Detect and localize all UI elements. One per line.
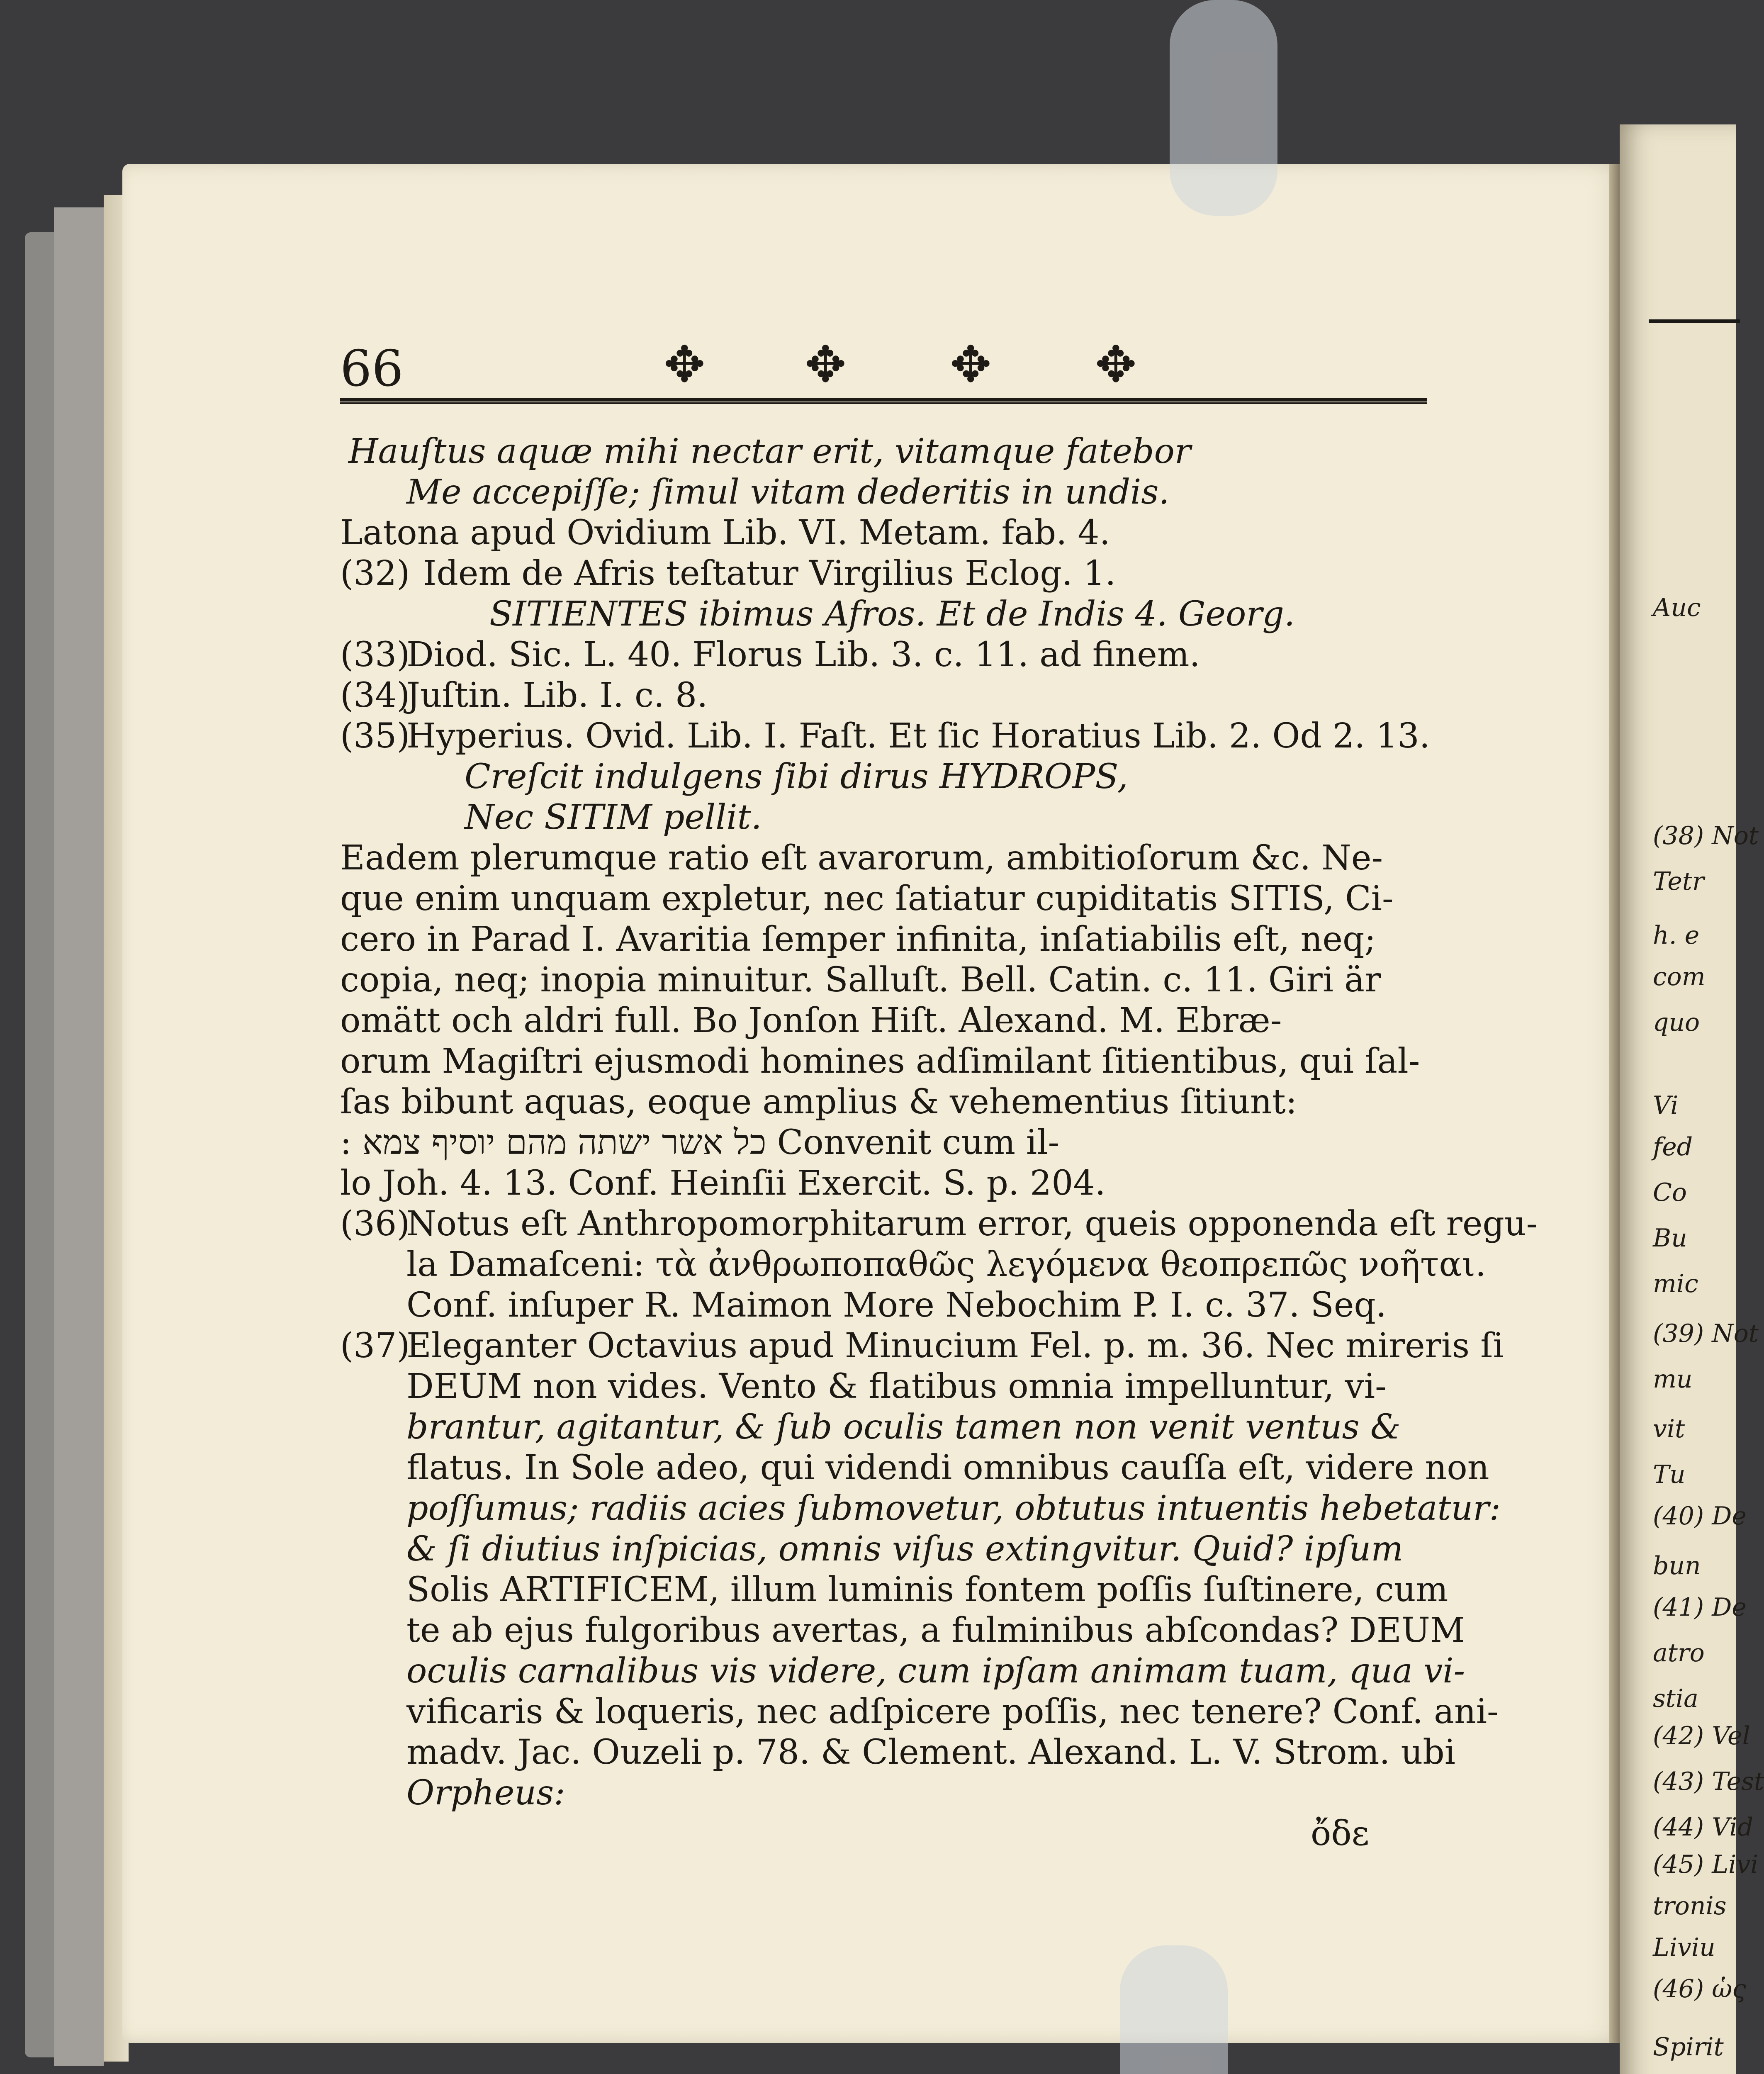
right-page-fragment: (40) De xyxy=(1653,1502,1747,1531)
line-text: Eleganter Octavius apud Minucium Fel. p. m. 36. Nec mireris ſi xyxy=(406,1326,1504,1366)
page-number: 66 xyxy=(340,340,404,398)
text-line xyxy=(340,1285,1439,1326)
text-line xyxy=(340,635,1439,675)
header-rule xyxy=(340,398,1427,404)
right-page-fragment: atro xyxy=(1653,1638,1705,1667)
line-text: ὄδε xyxy=(1311,1814,1370,1853)
line-text: que enim unquam expletur, nec ſatiatur cupiditatis SITIS, Ci- xyxy=(340,879,1394,918)
line-text: ſas bibunt aquas, eoque amplius & vehementius ſitiunt: xyxy=(340,1082,1297,1122)
text-line xyxy=(340,838,1439,879)
footnote-number: (35) xyxy=(340,716,410,756)
footnote-number: (32) xyxy=(340,554,410,593)
text-line xyxy=(340,1488,1501,1529)
text-line xyxy=(340,1732,1456,1773)
line-text: oculis carnalibus vis videre, cum ipſam animam tuam, qua vi- xyxy=(406,1651,1465,1691)
text-line xyxy=(340,1814,1439,1854)
text-line xyxy=(340,919,1439,960)
line-text: : כל אשר ישתה מהם יוסיף צמא Convenit cum il- xyxy=(340,1123,1060,1162)
text-line xyxy=(340,1204,1538,1244)
line-text: orum Magiſtri ejusmodi homines adſimilant ſitientibus, qui ſal- xyxy=(340,1042,1420,1081)
line-text: Idem de Afris teſtatur Virgilius Eclog. 1. xyxy=(423,554,1116,593)
line-text: Eadem plerumque ratio eſt avarorum, ambitioſorum &c. Ne- xyxy=(340,838,1383,878)
text-line xyxy=(340,757,1439,797)
ornament-icon: ✥ xyxy=(805,336,847,394)
text-line xyxy=(340,1529,1439,1570)
text-line xyxy=(340,1244,1486,1285)
right-page-fragment: Liviu xyxy=(1653,1933,1715,1962)
line-text: SITIENTES ibimus Afros. Et de Indis 4. Georg. xyxy=(489,594,1295,634)
text-line xyxy=(340,1366,1439,1407)
text-line xyxy=(340,513,1439,553)
line-text: copia, neq; inopia minuitur. Salluſt. Bell. Catin. c. 11. Giri är xyxy=(340,960,1381,1000)
right-page-fragment: Co xyxy=(1653,1178,1687,1207)
right-page-rule xyxy=(1649,319,1740,323)
text-line xyxy=(340,879,1439,919)
line-text: poſſumus; radiis acies ſubmovetur, obtutus intuentis hebetatur: xyxy=(406,1489,1501,1528)
line-text: Hauſtus aquæ mihi nectar erit, vitamque fatebor xyxy=(348,432,1191,471)
line-text: Hyperius. Ovid. Lib. I. Faſt. Et ſic Horatius Lib. 2. Od 2. 13. xyxy=(406,716,1430,756)
text-line xyxy=(340,1651,1465,1692)
right-page-fragment: quo xyxy=(1653,1008,1700,1037)
line-text: Juſtin. Lib. I. c. 8. xyxy=(406,676,708,715)
line-text: Solis ARTIFICEM, illum luminis fontem poſſis ſuſtinere, cum xyxy=(406,1570,1448,1609)
line-text: DEUM non vides. Vento & flatibus omnia impelluntur, vi- xyxy=(406,1367,1387,1406)
footnote-number: (34) xyxy=(340,676,410,715)
right-page-fragment: Spirit xyxy=(1653,2033,1724,2062)
line-text: Latona apud Ovidium Lib. VI. Metam. fab. 4. xyxy=(340,513,1110,553)
line-text: Notus eſt Anthropomorphitarum error, queis opponenda eſt regu- xyxy=(406,1204,1538,1244)
right-page-fragment: mic xyxy=(1653,1269,1698,1298)
right-page-fragment: (46) ὡς xyxy=(1653,1974,1746,2003)
right-page-fragment: mu xyxy=(1653,1365,1693,1394)
text-line xyxy=(340,797,1439,838)
text-line xyxy=(340,716,1439,757)
right-page-fragment: com xyxy=(1653,962,1706,991)
line-text: Creſcit indulgens ſibi dirus HYDROPS, xyxy=(465,757,1128,796)
text-line xyxy=(340,1000,1439,1041)
text-line xyxy=(340,594,1439,635)
right-page-fragment: bun xyxy=(1653,1551,1701,1580)
text-line xyxy=(340,1407,1439,1448)
ornament-icon: ✥ xyxy=(1095,336,1137,394)
right-page-fragment: Tetr xyxy=(1653,867,1704,896)
right-page-fragment: (45) Livi xyxy=(1653,1850,1759,1879)
text-line xyxy=(340,1692,1499,1732)
line-text: te ab ejus fulgoribus avertas, a fulminibus abſcondas? DEUM xyxy=(406,1611,1465,1650)
text-line xyxy=(340,1773,1439,1814)
line-text: lo Joh. 4. 13. Conf. Heinſii Exercit. S. p. 204. xyxy=(340,1164,1106,1203)
right-page-fragment: (42) Vel xyxy=(1653,1721,1750,1750)
page-clip-bottom xyxy=(1120,1945,1228,2074)
text-line xyxy=(340,960,1439,1000)
right-page xyxy=(1620,124,1764,2074)
right-page-fragment: (44) Vid xyxy=(1653,1813,1754,1842)
line-text: & ſi diutius inſpicias, omnis viſus extingvitur. Quid? ipſum xyxy=(406,1529,1404,1569)
book-cover-inner xyxy=(54,207,104,2066)
right-page-fragment: (41) De xyxy=(1653,1593,1747,1622)
right-page-fragment: vit xyxy=(1653,1414,1685,1444)
right-page-fragment: (43) Test xyxy=(1653,1767,1764,1796)
right-page-fragment: stia xyxy=(1653,1684,1698,1713)
footnote-number: (37) xyxy=(340,1326,410,1366)
line-text: Nec SITIM pellit. xyxy=(465,798,762,837)
right-page-fragment: Bu xyxy=(1653,1224,1687,1253)
right-page-fragment: (39) Not xyxy=(1653,1319,1759,1348)
ornament-icon: ✥ xyxy=(664,336,706,394)
text-line xyxy=(340,1163,1439,1204)
text-line xyxy=(340,431,1439,472)
text-line xyxy=(340,1041,1439,1082)
text-line xyxy=(340,1122,1439,1163)
line-text: brantur, agitantur, & ſub oculis tamen non venit ventus & xyxy=(406,1407,1401,1447)
line-text: Orpheus: xyxy=(406,1773,565,1813)
line-text: madv. Jac. Ouzeli p. 78. & Clement. Alexand. L. V. Strom. ubi xyxy=(406,1733,1456,1772)
right-page-fragment: Auc xyxy=(1653,593,1701,622)
text-line xyxy=(340,675,1439,716)
line-text: omätt och aldri full. Bo Jonſon Hiſt. Alexand. M. Ebræ- xyxy=(340,1001,1282,1040)
footnote-number: (36) xyxy=(340,1204,410,1244)
footnote-number: (33) xyxy=(340,635,410,674)
right-page-fragment: (38) Not xyxy=(1653,821,1759,850)
right-page-fragment: fed xyxy=(1653,1132,1693,1161)
text-line xyxy=(340,1610,1465,1651)
text-line xyxy=(340,1448,1489,1488)
line-text: Me accepiſſe; ſimul vitam dederitis in undis. xyxy=(406,472,1170,512)
right-page-fragment: Tu xyxy=(1653,1460,1686,1489)
text-line xyxy=(340,553,1439,594)
line-text: Conf. inſuper R. Maimon More Nebochim P. I. c. 37. Seq. xyxy=(406,1285,1387,1325)
text-line xyxy=(340,472,1439,513)
line-text: la Damaſceni: τὰ ἀνθρωποπαθῶς λεγόμενα θεοπρεπῶς νοῆται. xyxy=(406,1245,1486,1284)
line-text: vificaris & loqueris, nec adſpicere poſſis, nec tenere? Conf. ani- xyxy=(406,1692,1499,1731)
right-page-fragment: tronis xyxy=(1653,1891,1727,1921)
ornament-icon: ✥ xyxy=(950,336,992,394)
line-text: Diod. Sic. L. 40. Florus Lib. 3. c. 11. ad finem. xyxy=(406,635,1200,674)
line-text: flatus. In Sole adeo, qui videndi omnibus cauſſa eſt, videre non xyxy=(406,1448,1489,1487)
text-line xyxy=(340,1570,1448,1610)
page-clip-top xyxy=(1170,0,1277,216)
right-page-fragment: h. e xyxy=(1653,921,1700,950)
line-text: cero in Parad I. Avaritia ſemper infinita, inſatiabilis eſt, neq; xyxy=(340,920,1376,959)
text-line xyxy=(340,1082,1439,1122)
page-header xyxy=(340,332,1427,398)
text-line xyxy=(340,1326,1504,1366)
footnote-text xyxy=(340,431,1538,1854)
right-page-fragment: Vi xyxy=(1653,1091,1679,1120)
